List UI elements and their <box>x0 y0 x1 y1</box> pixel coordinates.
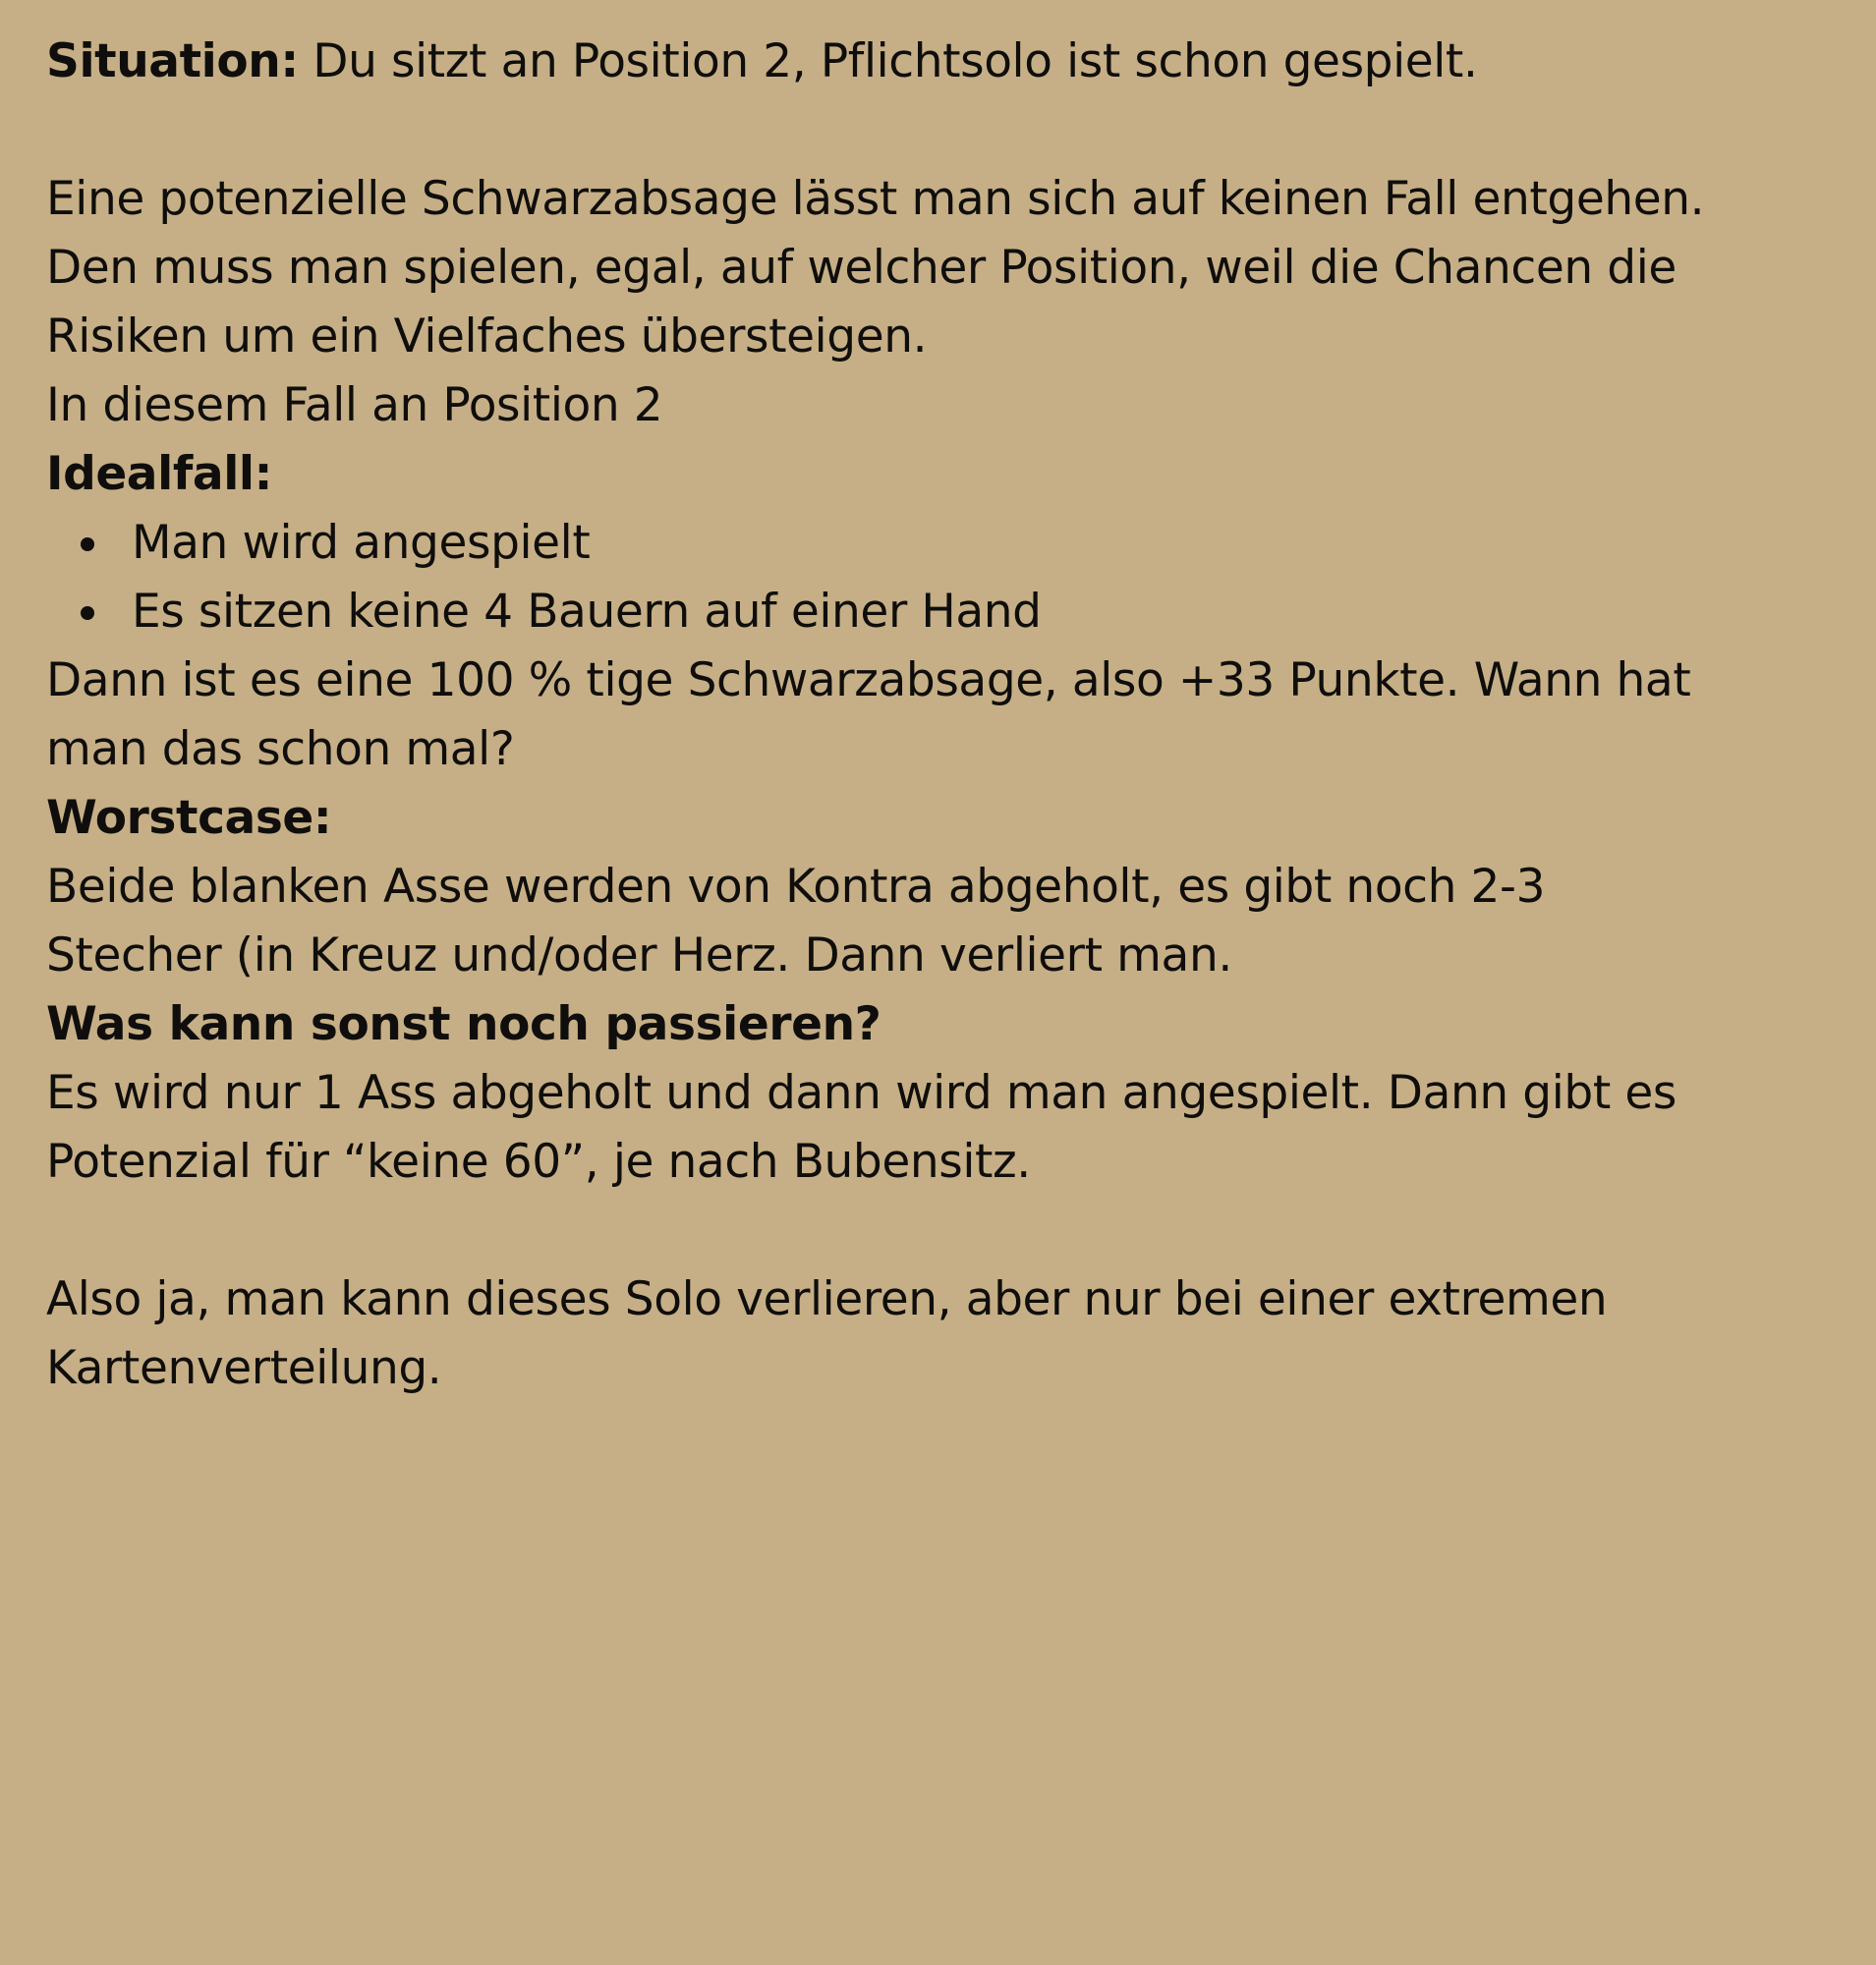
list-item <box>46 509 1829 578</box>
blank-line <box>46 96 1829 165</box>
sonst-line: Potenzial für “keine 60”, je nach Bubensitz. <box>46 1135 1031 1189</box>
bullet-dot-icon <box>81 606 94 620</box>
sonst-heading: Was kann sonst noch passieren? <box>46 997 881 1051</box>
conclusion-line: Also ja, man kann dieses Solo verlieren, aber nur bei einer extremen <box>46 1272 1608 1326</box>
conclusion-line: Kartenverteilung. <box>46 1341 442 1395</box>
situation-text: Du sitzt an Position 2, Pflichtsolo ist schon gespielt. <box>298 34 1478 88</box>
idealfall-heading: Idealfall: <box>46 447 273 501</box>
list-item <box>46 578 1829 646</box>
bullet-dot-icon <box>81 537 94 551</box>
idealfall-line: Dann ist es eine 100 % tige Schwarzabsage, also +33 Punkte. Wann hat <box>46 653 1691 707</box>
situation-label: Situation: <box>46 34 299 88</box>
worstcase-line: Stecher (in Kreuz und/oder Herz. Dann verliert man. <box>46 928 1232 982</box>
blank-line <box>46 1197 1829 1265</box>
sonst-line: Es wird nur 1 Ass abgeholt und dann wird man angespielt. Dann gibt es <box>46 1066 1677 1120</box>
intro-line: Risiken um ein Vielfaches übersteigen. <box>46 309 928 364</box>
idealfall-bullet-list <box>46 509 1829 646</box>
intro-line: Eine potenzielle Schwarzabsage lässt man sich auf keinen Fall entgehen. <box>46 172 1705 226</box>
intro-line: In diesem Fall an Position 2 <box>46 378 663 432</box>
idealfall-line: man das schon mal? <box>46 722 515 776</box>
intro-line: Den muss man spielen, egal, auf welcher Position, weil die Chancen die <box>46 241 1677 295</box>
worstcase-heading: Worstcase: <box>46 791 332 845</box>
worstcase-line: Beide blanken Asse werden von Kontra abgeholt, es gibt noch 2-3 <box>46 860 1546 914</box>
bullet-text: Man wird angespielt <box>132 516 591 570</box>
situation-line <box>46 28 1829 96</box>
bullet-text: Es sitzen keine 4 Bauern auf einer Hand <box>132 585 1042 639</box>
